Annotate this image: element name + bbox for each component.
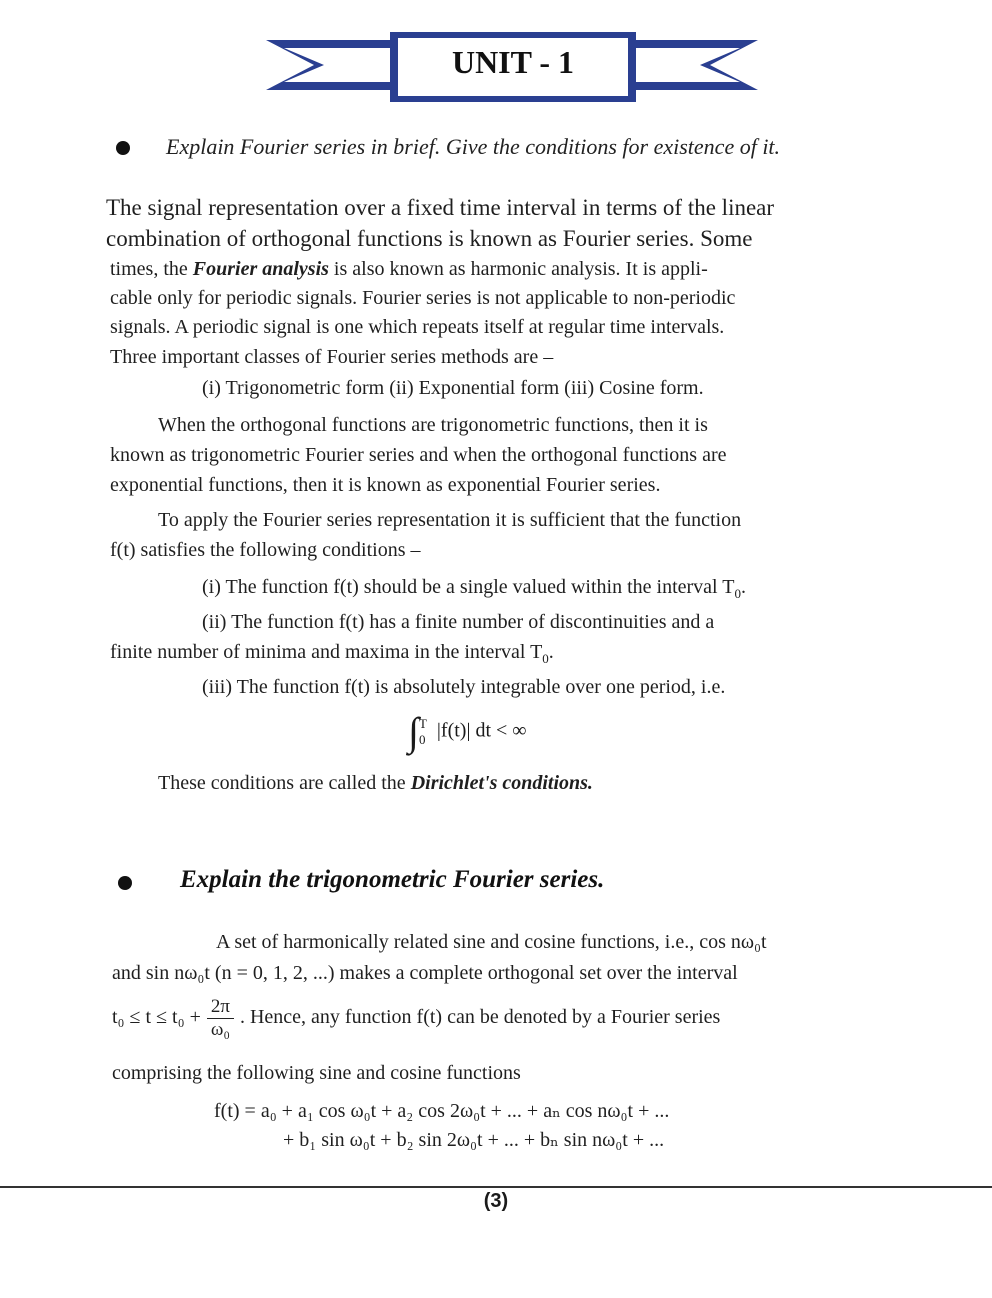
integral-limits	[419, 716, 427, 748]
condition-2-line	[110, 641, 554, 667]
unit-title: UNIT - 1	[451, 44, 575, 80]
fraction-numerator: 2π	[207, 996, 234, 1019]
paragraph-line: and sin nω₀t (n = 0, 1, 2, ...) makes a complete orthogonal set over the interval	[112, 962, 738, 984]
text-run: .	[740, 576, 746, 598]
paragraph-line: cable only for periodic signals. Fourier series is not applicable to non-periodic	[110, 287, 736, 309]
text-run: These conditions are called the	[158, 772, 411, 794]
forms-list: (i) Trigonometric form (ii) Exponential form (iii) Cosine form.	[202, 377, 704, 399]
paragraph-line: Three important classes of Fourier series methods are –	[110, 346, 554, 368]
question-heading-2: Explain the trigonometric Fourier series.	[180, 866, 605, 893]
integral-sign-icon: ∫	[408, 709, 419, 754]
integral-equation	[408, 709, 527, 754]
fraction-denominator: ω₀	[210, 1019, 230, 1040]
paragraph-line: comprising the following sine and cosine functions	[112, 1062, 521, 1084]
page-number: (3)	[483, 1190, 509, 1212]
text-run: times, the	[110, 258, 193, 280]
equation-line: f(t) = a₀ + a₁ cos ω₀t + a₂ cos 2ω₀t + ... + aₙ cos nω₀t + ...	[214, 1100, 670, 1122]
text-run: . Hence, any function f(t) can be denoted by a Fourier series	[239, 1006, 721, 1029]
paragraph-line: When the orthogonal functions are trigonometric functions, then it is	[158, 414, 708, 436]
subscript: 0	[542, 651, 549, 666]
paragraph-line: known as trigonometric Fourier series and when the orthogonal functions are	[110, 444, 727, 466]
paragraph-line: signals. A periodic signal is one which repeats itself at regular time intervals.	[110, 316, 725, 338]
bullet-icon	[118, 876, 132, 890]
condition-1	[202, 576, 746, 602]
subscript: 0	[734, 586, 741, 601]
integral-body: |f(t)| dt < ∞	[436, 719, 527, 742]
text-run: .	[548, 641, 554, 663]
question-heading-1: Explain Fourier series in brief. Give the conditions for existence of it.	[166, 134, 781, 159]
paragraph-line: A set of harmonically related sine and cosine functions, i.e., cos nω₀t	[216, 931, 767, 953]
paragraph-line	[112, 996, 720, 1041]
paragraph-line: To apply the Fourier series representation it is sufficient that the function	[158, 509, 742, 531]
paragraph-line	[110, 258, 708, 281]
paragraph-line: f(t) satisfies the following conditions –	[110, 539, 421, 561]
condition-3: (iii) The function f(t) is absolutely integrable over one period, i.e.	[202, 676, 726, 698]
text-run: (i) The function f(t) should be a single valued within the interval T	[202, 576, 735, 598]
text-run: is also known as harmonic analysis. It is appli-	[328, 258, 708, 280]
bullet-icon	[116, 141, 130, 155]
paragraph-line: exponential functions, then it is known as exponential Fourier series.	[110, 474, 661, 496]
term-fourier-analysis: Fourier analysis	[192, 258, 329, 280]
text-run: t₀ ≤ t ≤ t₀ +	[112, 1006, 201, 1029]
equation-line: + b₁ sin ω₀t + b₂ sin 2ω₀t + ... + bₙ sin nω₀t + ...	[283, 1129, 665, 1151]
fraction	[207, 996, 234, 1041]
paragraph-line: The signal representation over a fixed time interval in terms of the linear	[106, 195, 775, 220]
integral-upper: T	[418, 716, 427, 731]
term-dirichlet: Dirichlet's conditions.	[410, 772, 593, 794]
condition-2-line: (ii) The function f(t) has a finite number of discontinuities and a	[202, 611, 715, 633]
footer-divider	[0, 1186, 992, 1188]
dirichlet-line	[158, 772, 593, 795]
integral-lower: 0	[418, 732, 426, 747]
paragraph-line: combination of orthogonal functions is known as Fourier series. Some	[106, 226, 753, 251]
text-run: finite number of minima and maxima in the interval T	[110, 641, 543, 663]
